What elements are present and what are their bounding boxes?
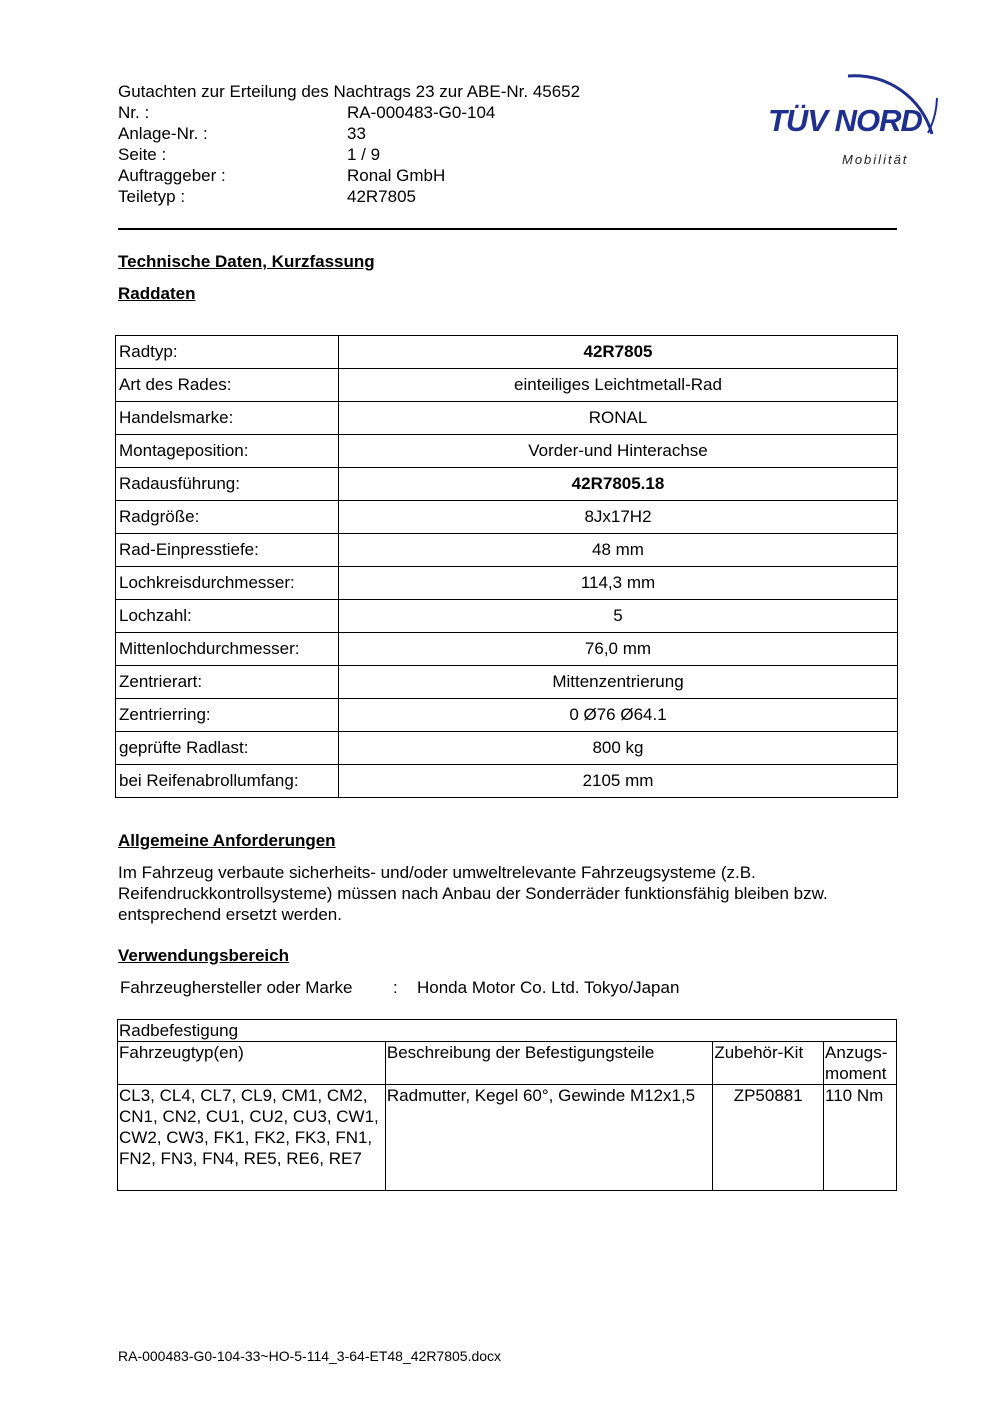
header-row-value: 1 / 9 [347,145,381,164]
hersteller-value: Honda Motor Co. Ltd. Tokyo/Japan [417,978,680,997]
heading-raddaten: Raddaten [118,284,196,303]
header-row-value: RA-000483-G0-104 [347,103,496,122]
spec-label: Art des Rades: [116,369,339,402]
spec-value: 800 kg [339,732,898,765]
table-row [116,336,898,369]
spec-value: Mittenzentrierung [339,666,898,699]
anzugsmoment-cell: 110 Nm [824,1085,897,1191]
footer-filename: RA-000483-G0-104-33~HO-5-114_3-64-ET48_42R7805.docx [118,1348,502,1364]
spec-label: Mittenlochdurchmesser: [116,633,339,666]
spec-value: 2105 mm [339,765,898,798]
spec-value: 5 [339,600,898,633]
spec-value: RONAL [339,402,898,435]
beschreibung-cell: Radmutter, Kegel 60°, Gewinde M12x1,5 [385,1085,712,1191]
spec-label: Rad-Einpresstiefe: [116,534,339,567]
document-title: Gutachten zur Erteilung des Nachtrags 23 zur ABE-Nr. 45652 [118,82,581,101]
table-row [116,699,898,732]
header-row-label: Anlage-Nr. : [118,124,208,143]
header-row-label: Teiletyp : [118,187,186,206]
raddaten-table [115,335,898,798]
spec-value: einteiliges Leichtmetall-Rad [339,369,898,402]
table-row [116,666,898,699]
table-row [116,633,898,666]
table-row [116,567,898,600]
radbefestigung-title: Radbefestigung [118,1020,897,1042]
header-anzugsmoment: Anzugs-moment [824,1042,897,1085]
spec-value: 114,3 mm [339,567,898,600]
header-fahrzeugtypen: Fahrzeugtyp(en) [118,1042,386,1085]
table-row [116,534,898,567]
header-row [118,144,381,165]
spec-label: Radausführung: [116,468,339,501]
table-row [116,468,898,501]
allgemeine-anforderungen-text: Im Fahrzeug verbaute sicherheits- und/oder umweltrelevante Fahrzeugsysteme (z.B. Reifendruckkontrollsysteme) müssen nach Anbau der Sonderräder funktionsfähig bleiben bzw. entsprechend ersetzt werden. [118,863,828,924]
logo-brand: TÜV NORD [768,103,922,138]
spec-label: Lochkreisdurchmesser: [116,567,339,600]
header-row [118,123,366,144]
spec-label: Lochzahl: [116,600,339,633]
radbefestigung-table [117,1019,897,1191]
header-row [118,186,417,207]
heading-technische-daten: Technische Daten, Kurzfassung [118,252,375,271]
header-row [118,102,496,123]
table-row [116,402,898,435]
spec-value: 48 mm [339,534,898,567]
hersteller-separator: : [393,978,398,997]
table-row [116,435,898,468]
spec-label: Handelsmarke: [116,402,339,435]
zubehoer-kit-cell: ZP50881 [713,1085,824,1191]
spec-label: geprüfte Radlast: [116,732,339,765]
header-row-label: Seite : [118,145,167,164]
header-row-value: 33 [347,124,366,143]
table-row [116,369,898,402]
header-zubehoer-kit: Zubehör-Kit [713,1042,824,1085]
spec-value: Vorder-und Hinterachse [339,435,898,468]
header-row-label: Auftraggeber : [118,166,226,185]
spec-label: Zentrierring: [116,699,339,732]
table-row [116,732,898,765]
header-row-label: Nr. : [118,103,150,122]
header-row-value: 42R7805 [347,187,417,206]
spec-label: Zentrierart: [116,666,339,699]
header-beschreibung: Beschreibung der Befestigungsteile [385,1042,712,1085]
spec-label: Montageposition: [116,435,339,468]
heading-verwendungsbereich: Verwendungsbereich [118,946,289,965]
table-row [116,600,898,633]
fahrzeugtypen-cell: CL3, CL4, CL7, CL9, CM1, CM2, CN1, CN2, CU1, CU2, CU3, CW1, CW2, CW3, FK1, FK2, FK3, FN1, FN2, FN3, FN4, RE5, RE6, RE7 [118,1085,386,1191]
spec-label: Radgröße: [116,501,339,534]
hersteller-label: Fahrzeughersteller oder Marke [120,978,353,997]
header-row [118,165,446,186]
spec-value: 8Jx17H2 [339,501,898,534]
tuev-nord-logo [760,58,940,173]
header-divider [118,228,897,230]
spec-label: Radtyp: [116,336,339,369]
table-row [116,501,898,534]
logo-subtitle: Mobilität [842,152,909,167]
spec-label: bei Reifenabrollumfang: [116,765,339,798]
header-row-value: Ronal GmbH [347,166,446,185]
table-row [116,765,898,798]
spec-value: 76,0 mm [339,633,898,666]
spec-value: 42R7805 [339,336,898,369]
heading-allgemeine-anforderungen: Allgemeine Anforderungen [118,831,336,850]
spec-value: 0 Ø76 Ø64.1 [339,699,898,732]
spec-value: 42R7805.18 [339,468,898,501]
